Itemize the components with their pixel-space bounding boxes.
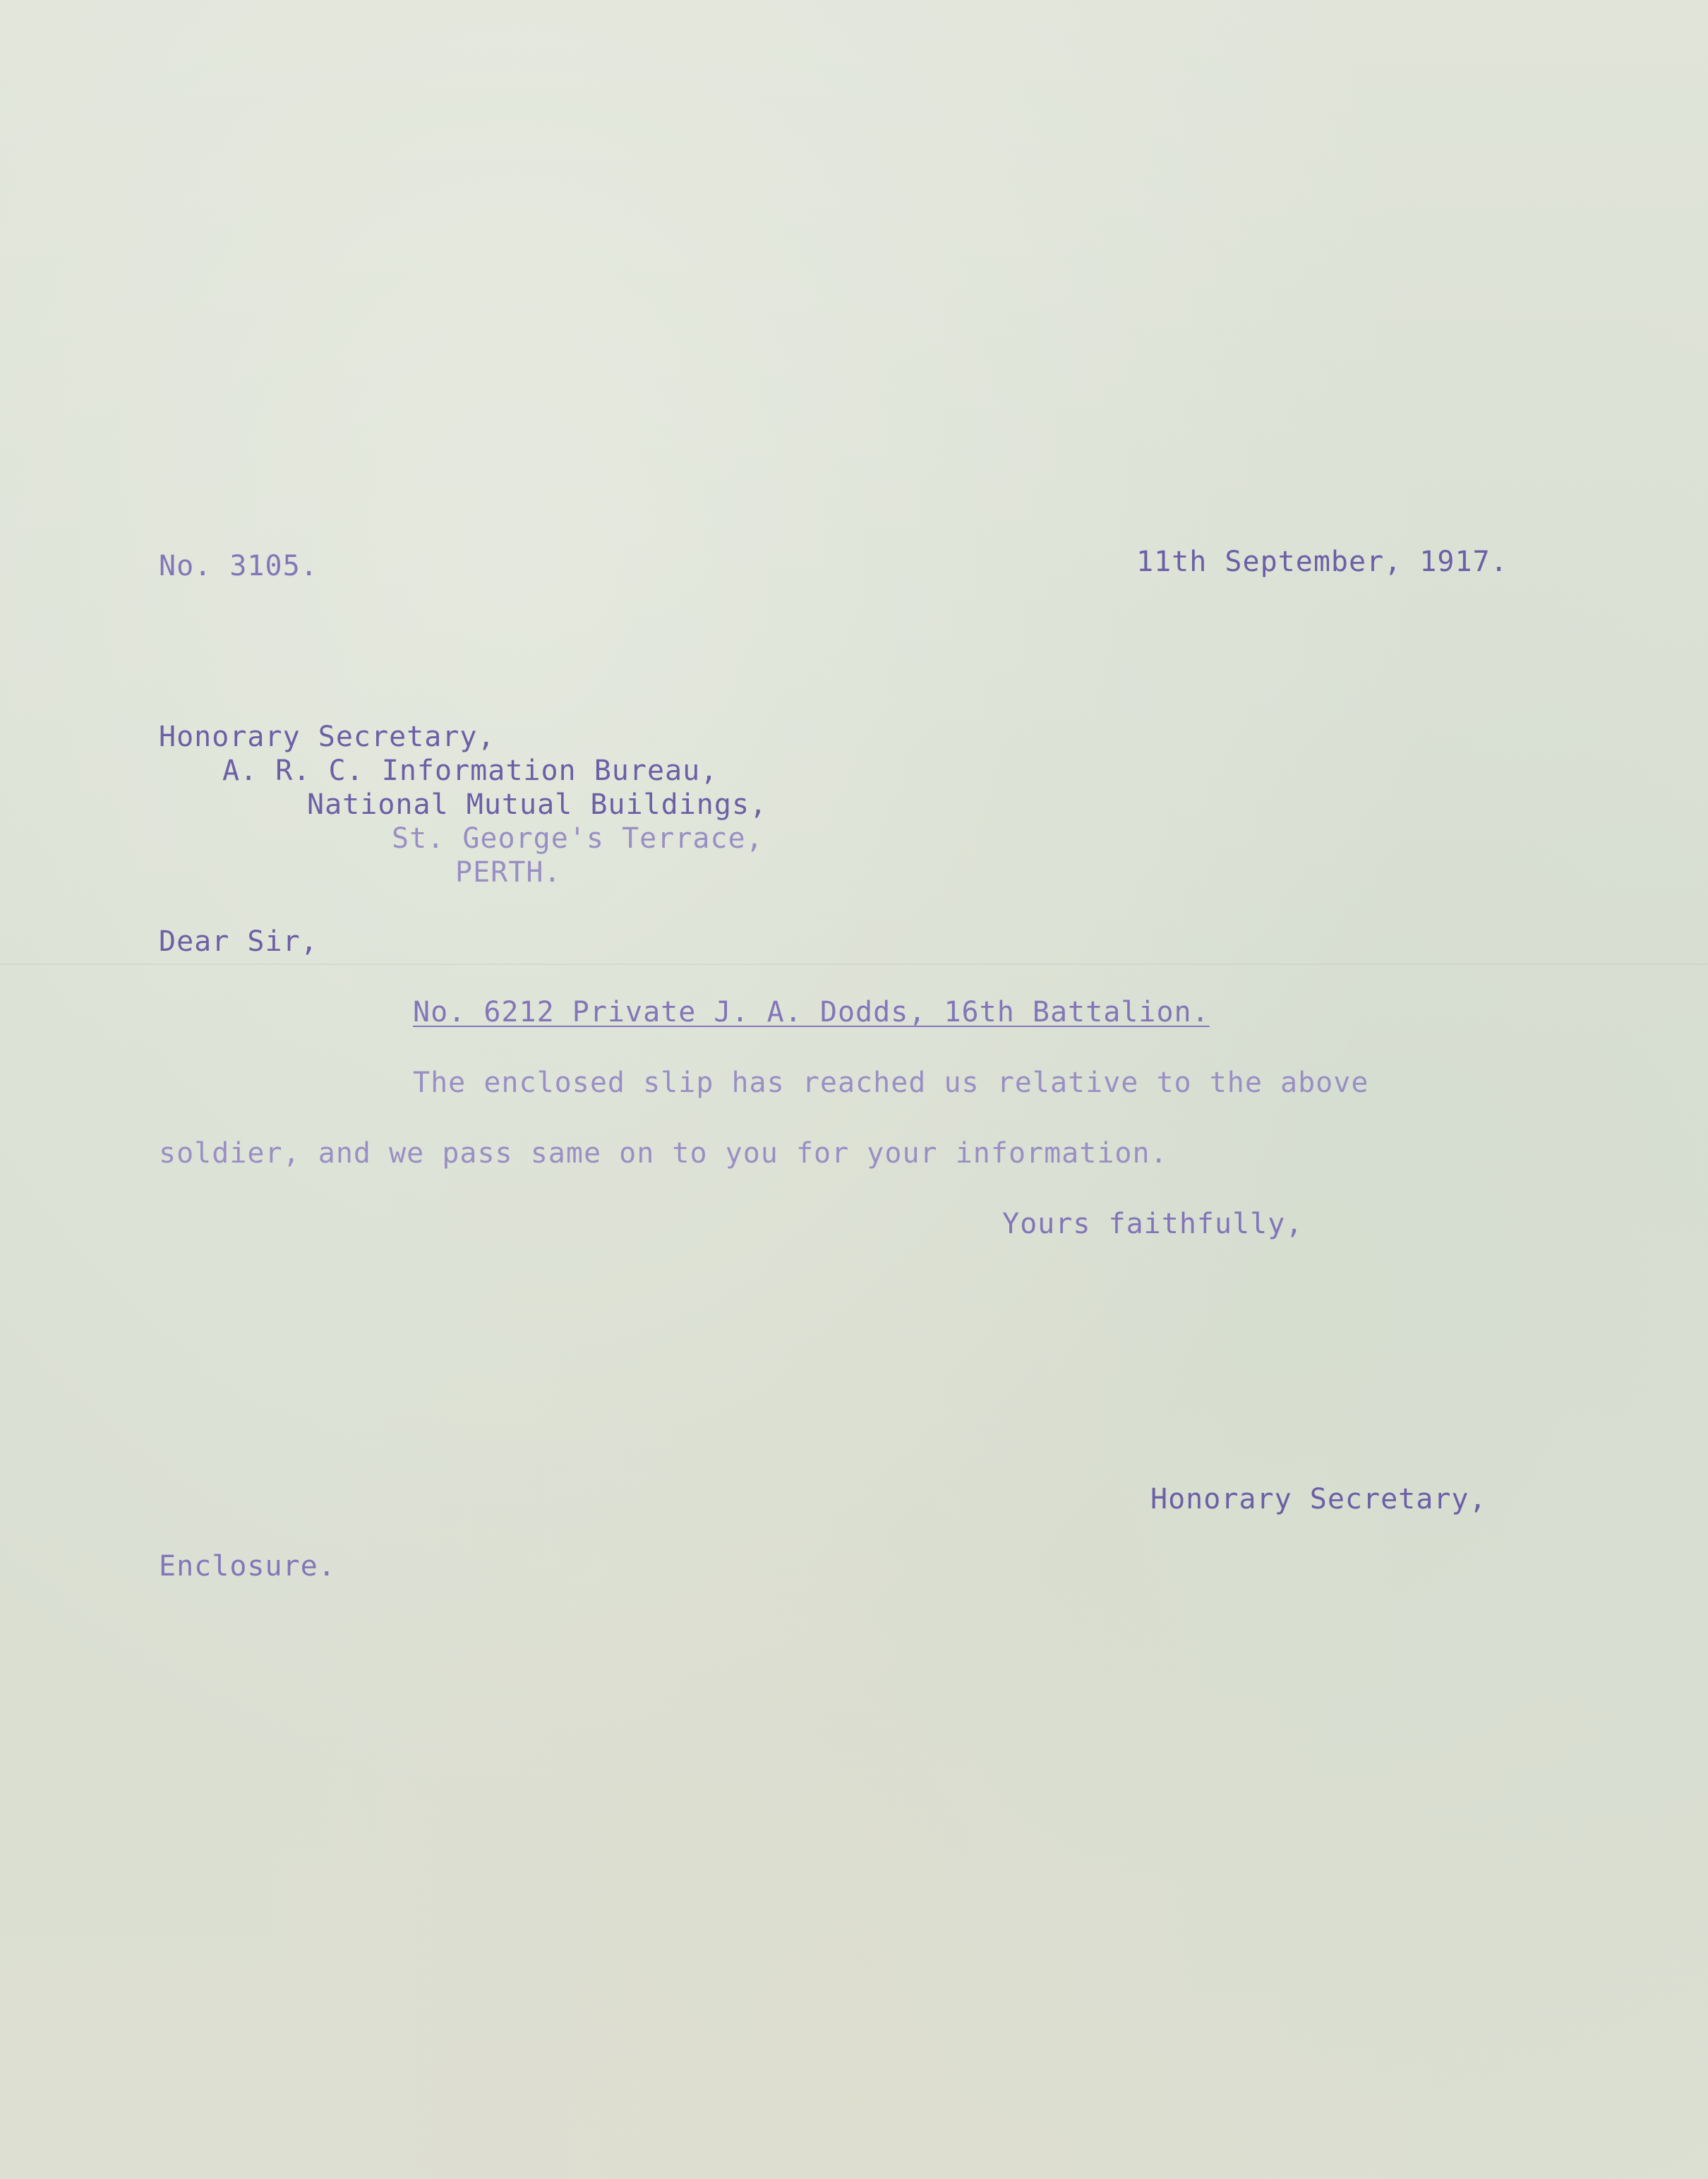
body-line-2: soldier, and we pass same on to you for your information. bbox=[159, 1137, 1168, 1170]
address-line-2: A. R. C. Information Bureau, bbox=[222, 755, 718, 787]
salutation: Dear Sir, bbox=[159, 925, 318, 958]
reference-number: No. 3105. bbox=[159, 550, 318, 582]
enclosure-note: Enclosure. bbox=[159, 1550, 336, 1583]
address-line-5: PERTH. bbox=[455, 856, 562, 889]
body-line-1: The enclosed slip has reached us relative to the above bbox=[413, 1067, 1369, 1099]
address-line-4: St. George's Terrace, bbox=[392, 822, 764, 855]
subject-line: No. 6212 Private J. A. Dodds, 16th Battalion. bbox=[413, 996, 1210, 1028]
address-line-1: Honorary Secretary, bbox=[159, 721, 495, 753]
closing: Yours faithfully, bbox=[1002, 1208, 1304, 1240]
paper-fold bbox=[0, 964, 1708, 965]
letter-date: 11th September, 1917. bbox=[1136, 546, 1508, 578]
address-line-3: National Mutual Buildings, bbox=[307, 788, 768, 821]
signatory: Honorary Secretary, bbox=[1150, 1483, 1487, 1515]
